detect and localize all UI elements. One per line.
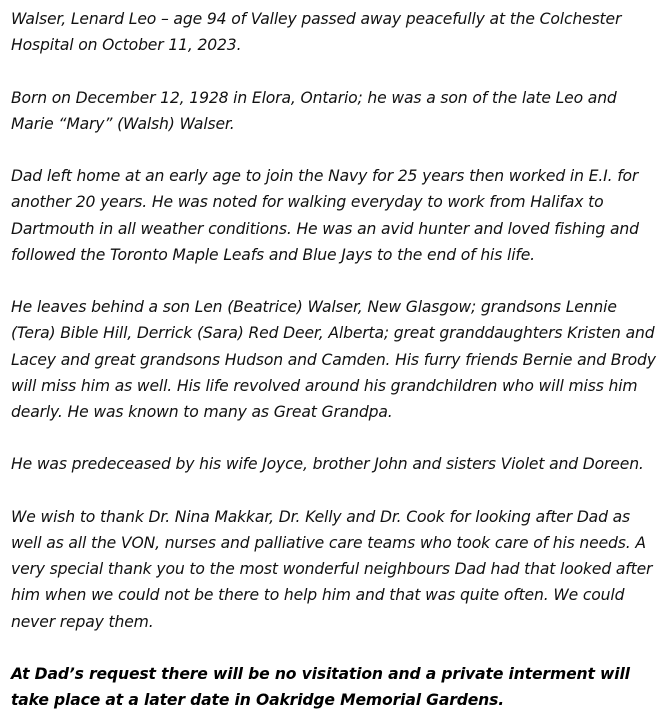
obituary-paragraph-survivors: He leaves behind a son Len (Beatrice) Walser, New Glasgow; grandsons Lennie (Tera) Bible Hill, Derrick (Sara) Red Deer, Alberta; great granddaughters Kristen and Lacey and great grandsons Hudson and Camden. His furry friends Bernie and Brody will miss him as well. His life revolved around his grandchildren who will miss him dearly. He was known to many as Great Grandpa.	[11, 298, 656, 421]
obituary-paragraph-predeceased: He was predeceased by his wife Joyce, brother John and sisters Violet and Doreen.	[11, 455, 644, 474]
obituary-paragraph-announcement: Walser, Lenard Leo – age 94 of Valley passed away peacefully at the Colchester Hospital on October 11, 2023.	[11, 10, 622, 55]
obituary-paragraph-life: Dad left home at an early age to join the Navy for 25 years then worked in E.I. for another 20 years. He was noted for walking everyday to work from Halifax to Dartmouth in all weather conditions. He was an avid hunter and loved fishing and followed the Toronto Maple Leafs and Blue Jays to the end of his life.	[11, 167, 639, 264]
obituary-paragraph-thanks: We wish to thank Dr. Nina Makkar, Dr. Kelly and Dr. Cook for looking after Dad as well as all the VON, nurses and palliative care teams who took care of his needs. A very special thank you to the most wonderful neighbours Dad had that looked after him when we could not be there to help him and that was quite often. We could never repay them.	[11, 507, 653, 631]
obituary-paragraph-closing: At Dad’s request there will be no visitation and a private interment will take place at a later date in Oakridge Memorial Gardens.	[11, 664, 630, 710]
obituary-paragraph-birth: Born on December 12, 1928 in Elora, Ontario; he was a son of the late Leo and Marie “Mary” (Walsh) Walser.	[11, 88, 617, 133]
